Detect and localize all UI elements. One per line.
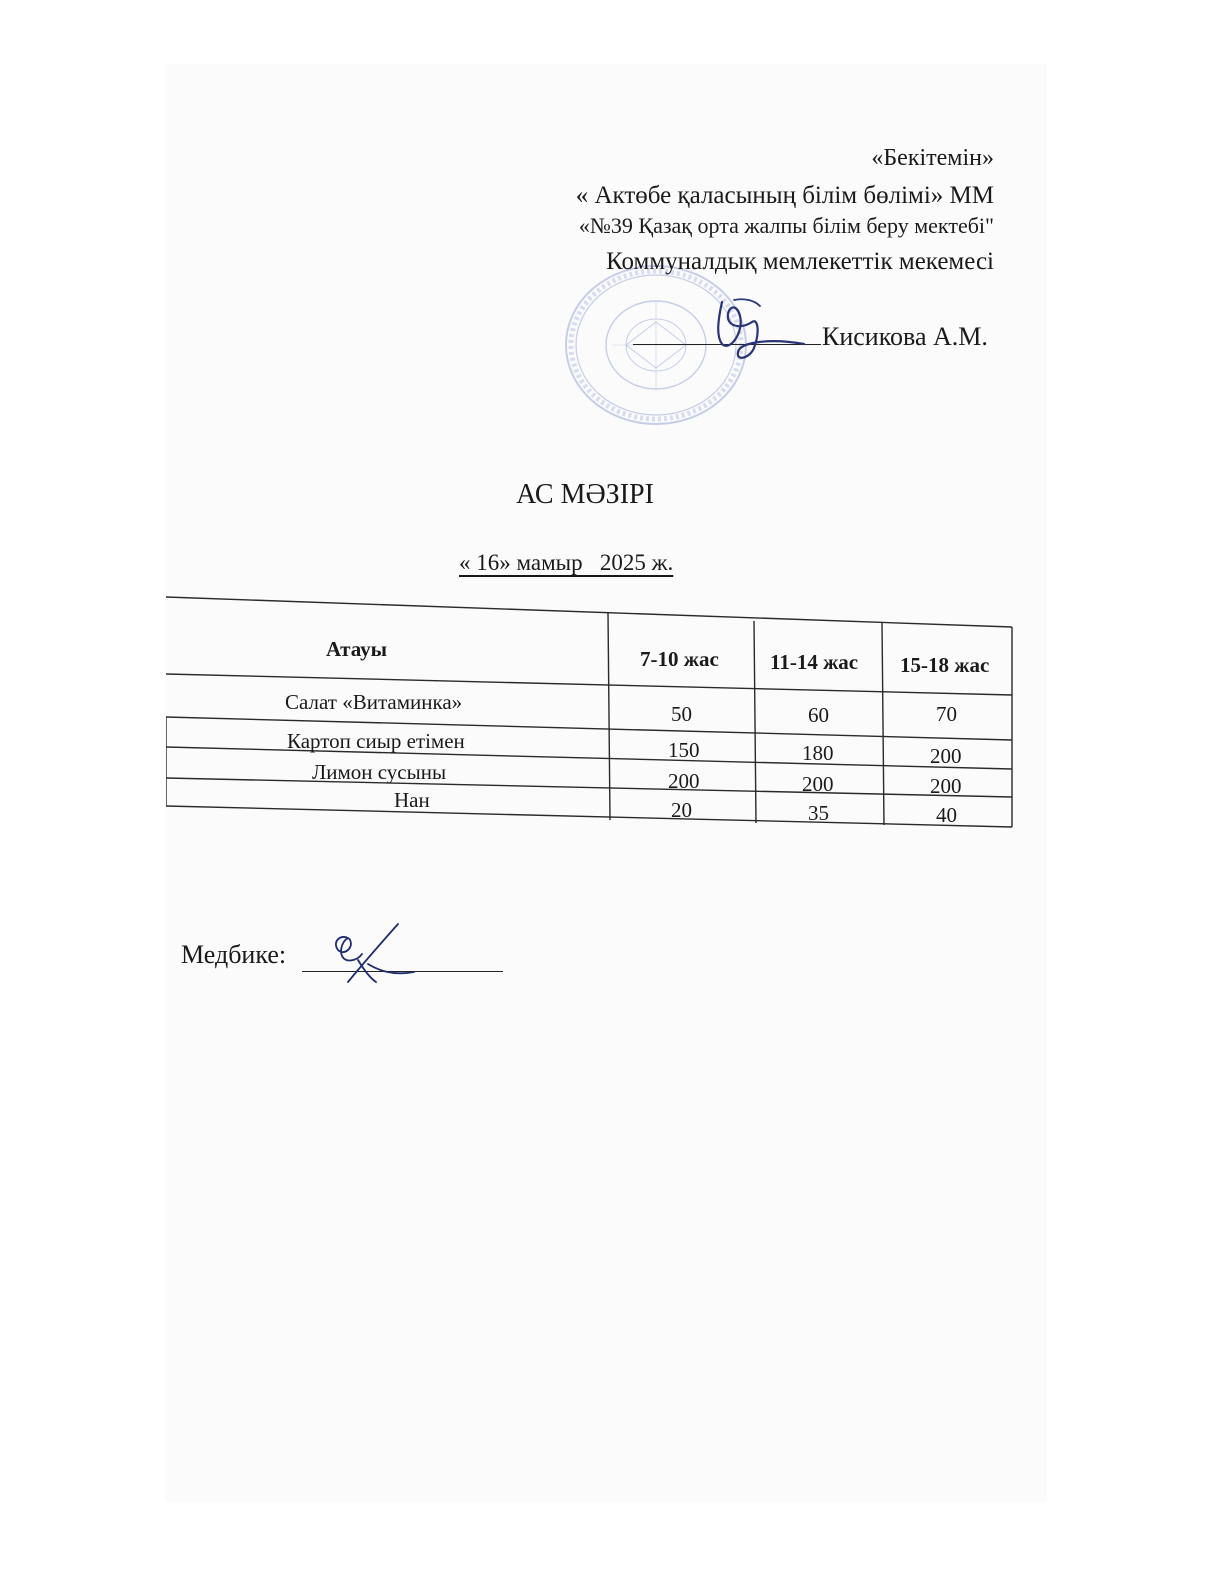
row-4-value-11-14: 35 [808,801,829,825]
approval-signer-name: Кисикова А.М. [822,322,988,351]
row-2-value-11-14: 180 [802,741,834,765]
approval-institution: Коммуналдық мемлекеттік мекемесі [606,248,994,275]
row-1-value-7-10: 50 [671,702,692,726]
approval-heading: «Бекітемін» [871,145,994,171]
nurse-signature [318,920,418,990]
row-1-value-15-18: 70 [936,702,957,726]
row-4-value-7-10: 20 [671,798,692,822]
row-4-name: Нан [394,788,430,812]
menu-table [166,595,1016,828]
row-3-value-11-14: 200 [802,772,834,796]
row-3-value-7-10: 200 [668,769,700,793]
column-header-name: Атауы [326,637,388,661]
row-2-name: Картоп сиыр етімен [287,729,465,753]
row-1-value-11-14: 60 [808,703,829,727]
director-signature [700,292,825,367]
column-header-age-7-10: 7-10 жас [640,647,719,671]
menu-date: « 16» мамыр 2025 ж. [459,550,674,575]
nurse-label: Медбике: [181,940,287,969]
row-4-value-15-18: 40 [936,803,957,827]
approval-department: « Актөбе қаласының білім бөлімі» ММ [575,182,994,209]
menu-title: АС МӘЗІРІ [516,479,654,510]
row-2-value-7-10: 150 [668,738,700,762]
approval-school: «№39 Қазақ орта жалпы білім беру мектебі" [578,213,994,238]
row-1-name: Салат «Витаминка» [285,690,463,714]
column-header-age-11-14: 11-14 жас [770,650,859,674]
row-3-value-15-18: 200 [930,774,962,798]
row-2-value-15-18: 200 [930,744,962,768]
column-header-age-15-18: 15-18 жас [900,653,990,677]
row-3-name: Лимон сусыны [312,760,447,784]
